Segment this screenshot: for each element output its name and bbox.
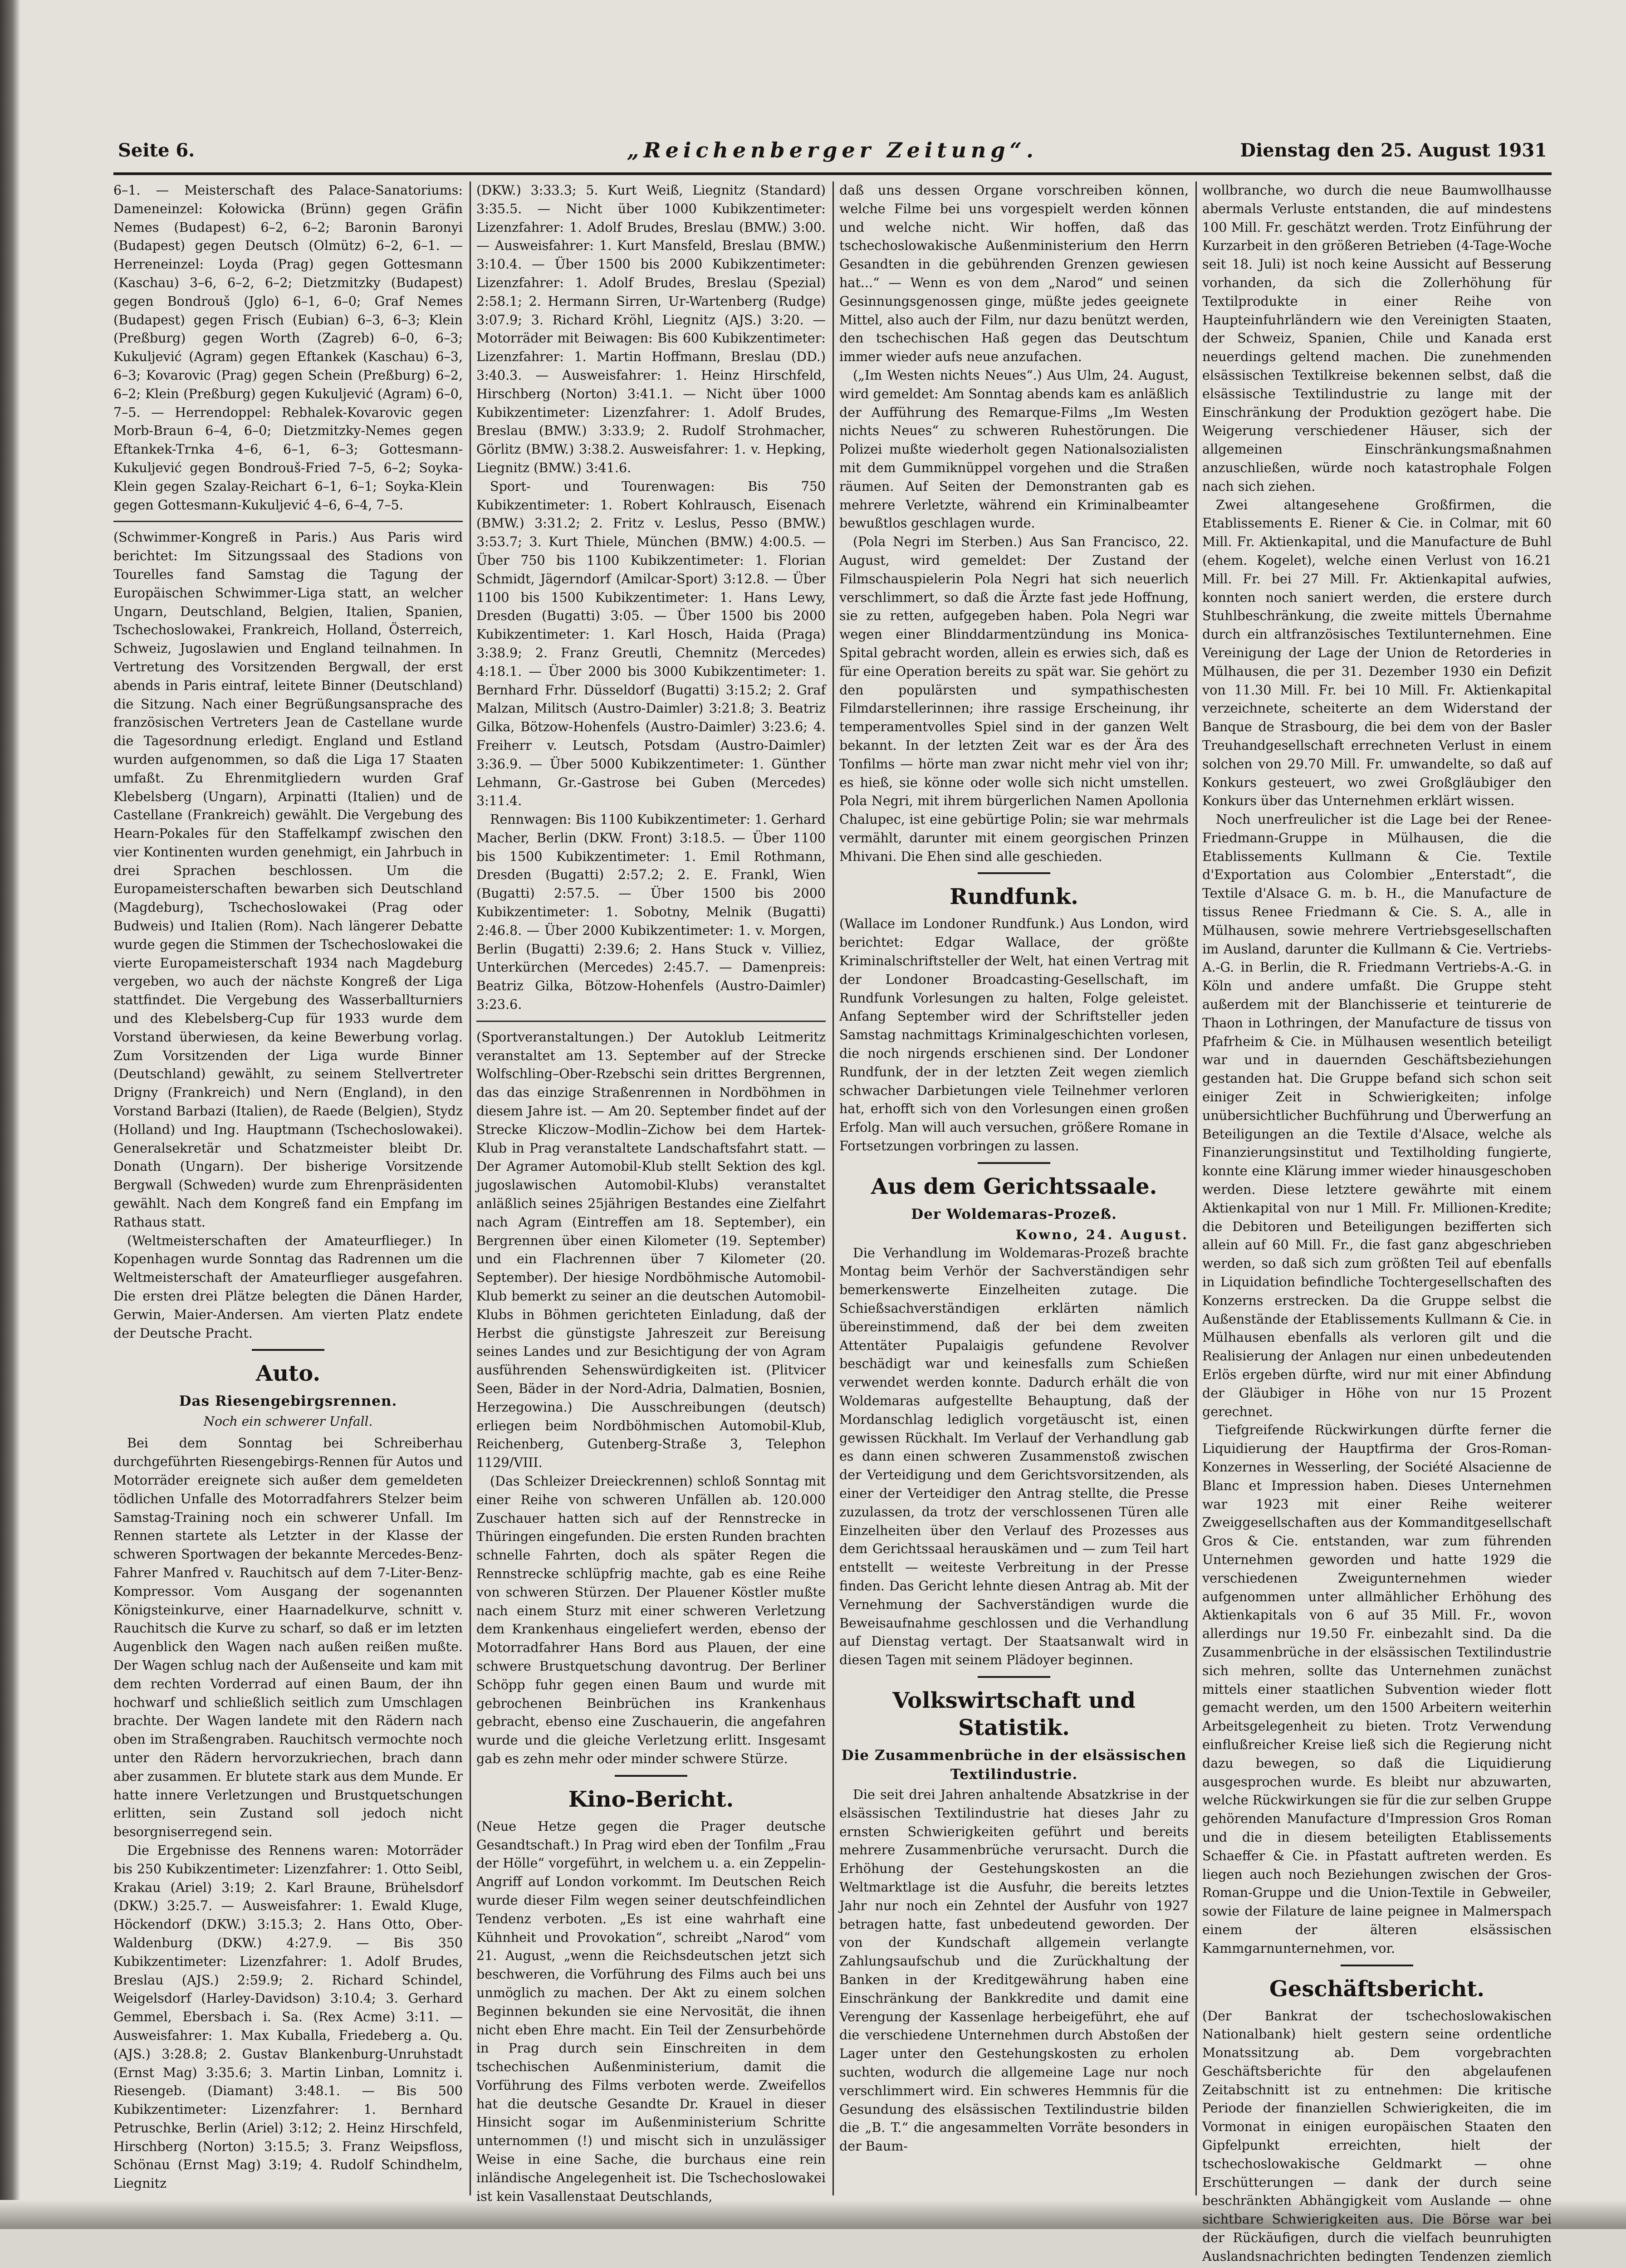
- section-heading-geschaeftsbericht: Geschäftsbericht.: [1202, 1975, 1552, 2003]
- article-wallace-radio: (Wallace im Londoner Rundfunk.) Aus London, wird berichtet: Edgar Wallace, der größte Kriminalschriftsteller der Welt, hat einen Vertrag mit der Londoner Broadcasting-Gesellschaft, im Rundfunk Vorlesungen zu halten, Folge geleistet. Anfang September wird der Schriftsteller jeden Samstag nachmittags Kriminalgeschichten vorlesen, die noch nirgends erschienen sind. Der Londoner Rundfunk, der in der letzten Zeit wegen ziemlich schwacher Darbietungen viele Teilnehmer verloren hat, erhofft sich von den Vorlesungen einen großen Erfolg. Man will auch versuchen, größere Romane in Fortsetzungen vorbringen zu lassen.: [839, 915, 1189, 1155]
- headline-woldemaras: Der Woldemaras-Prozeß.: [839, 1205, 1189, 1224]
- section-rule: [252, 1349, 324, 1351]
- article-separator: [476, 1021, 826, 1022]
- article-touring-cars: Sport- und Tourenwagen: Bis 750 Kubikzentimeter: 1. Robert Kohlrausch, Eisenach (BMW.) 3:31.2; 2. Fritz v. Leslus, Pesso (BMW.) 3:53.7; 3. Kurt Thiele, München (BMW.) 4:00.5. — Über 750 bis 1100 Kubikzentimeter: 1. Florian Schmidt, Jägerndorf (Amilcar-Sport) 3:12.8. — Über 1100 bis 1500 Kubikzentimeter: 1. Hans Lewy, Dresden (Bugatti) 3:05. — Über 1500 bis 2000 Kubikzentimeter: 1. Karl Hosch, Haida (Praga) 3:38.9; 2. Franz Greutli, Chemnitz (Mercedes) 4:18.1. — Über 2000 bis 3000 Kubikzentimeter: 1. Bernhard Frhr. Düsseldorf (Bugatti) 3:15.2; 2. Graf Malzan, Militsch (Austro-Daimler) 3:21.8; 3. Beatriz Gilka, Bötzow-Hohenfels (Austro-Daimler) 3:23.6; 4. Freiherr v. Leutsch, Potsdam (Austro-Daimler) 3:36.9. — Über 5000 Kubikzentimeter: 1. Günther Lehmann, Gr.-Gastrose bei Guben (Mercedes) 3:11.4.: [476, 478, 826, 811]
- article-textile-crisis: Die seit drei Jahren anhaltende Absatzkrise in der elsässischen Textilindustrie hat dieses Jahr zu ernsten Schwierigkeiten geführt und bereits mehrere Zusammenbrüche verursacht. Durch die Erhöhung der Gestehungskosten an die Weltmarktlage ist die Ausfuhr, die bereits letztes Jahr nur noch ein Zehntel der Ausfuhr von 1927 betragen hatte, fast unbedeutend geworden. Der von der Kundschaft allgemein verlangte Zahlungsaufschub und die Zurückhaltung der Banken in der Kreditgewährung haben eine Einschränkung der Bankkredite und damit eine Verengung der Kassenlage herbeigeführt, ehe auf die verschiedene Unternehmen durch Abstoßen der Lager unter den Gestehungskosten zu erholen suchten, wodurch die allgemeine Lage nur noch verschlimmert wird. Ein schweres Hemmnis für die Gesundung des elsässischen Textilindustrie bilden die „B. T.“ die angesammelten Vorräte besonders in der Baum-: [839, 1786, 1189, 2156]
- subheadline-unfall: Noch ein schwerer Unfall.: [113, 1413, 463, 1431]
- column-rule: [470, 181, 471, 2195]
- section-rule: [978, 1162, 1050, 1164]
- article-schleiz-race: (Das Schleizer Dreieckrennen) schloß Sonntag mit einer Reihe von schweren Unfällen ab. 120.000 Zuschauer hatten sich auf der Rennstrecke in Thüringen eingefunden. Die ersten Runden brachten schnelle Fahrten, doch als später Regen die Rennstrecke schlüpfrig machte, gab es eine Reihe von schweren Stürzen. Der Plauener Köstler mußte nach einem Sturz mit einer schweren Verletzung dem Krankenhaus eingeliefert werden, ebenso der Motorradfahrer Hans Bord aus Plauen, der eine schwere Brustquetschung davontrug. Der Berliner Schöpp fuhr gegen einen Baum und wurde mit gebrochenen Beinbrüchen ins Krankenhaus gebracht, ebenso eine Zuschauerin, die angefahren wurde und die gleiche Verletzung erlitt. Insgesamt gab es zehn mehr oder minder schwere Stürze.: [476, 1472, 826, 1769]
- section-heading-gericht: Aus dem Gerichtssaale.: [839, 1173, 1189, 1200]
- page-number: Seite 6.: [118, 140, 195, 161]
- column-2: [476, 181, 826, 2195]
- article-amateur-cyclists: (Weltmeisterschaften der Amateurflieger.) In Kopenhagen wurde Sonntag das Radrennen um die Weltmeisterschaft der Amateurflieger ausgefahren. Die ersten drei Plätze belegten die Dänen Harder, Gerwin, Maier-Andersen. Am vierten Platz endete der Deutsche Pracht.: [113, 1232, 463, 1343]
- column-rule: [1195, 181, 1197, 2195]
- dateline-kowno: Kowno, 24. August.: [839, 1226, 1189, 1244]
- section-heading-auto: Auto.: [113, 1360, 463, 1387]
- article-friedmann-group: Noch unerfreulicher ist die Lage bei der Renee-Friedmann-Gruppe in Mülhausen, die die Etablissements Kullmann & Cie. Textile d'Exportation aus Colombier „Enterstadt“, die Textile d'Alsace G. m. b. H., die Manufacture de tissus Renee Friedmann & Cie. S. A., alle in Mülhausen, sowie mehrere Vertriebsgesellschaften im Ausland, darunter die Kullmann & Cie. Vertriebs-A.-G. in Berlin, die R. Friedmann Vertriebs-A.-G. in Köln und andere umfaßt. Die Gruppe steht außerdem mit der Blanchisserie et teinturerie de Thaon in Lothringen, der Manufacture de tissus von Pfafrheim & Cie. in Mülhausen wesentlich beteiligt war und in dauernden Geschäftsbeziehungen gestanden hat. Die Gruppe befand sich schon seit einiger Zeit in Schwierigkeiten; infolge unübersichtlicher Buchführung und Überwerfung an Beteiligungen an die Textile d'Alsace, welche als Finanzierungsinstitut und Textilholding fungierte, konnte eine Klärung immer wieder hinausgeschoben werden. Diese letztere gewährte mit einem Aktienkapital von nur 1 Mill. Fr. Millionen-Kredite; die Debitoren und Beteiligungen bezifferten sich allein auf 60 Mill. Fr., die fast ganz abgeschrieben werden, so daß sich zum größten Teil auf ebenfalls in Liquidation befindliche Tochtergesellschaften des Konzerns erstrecken. Da die Gruppe selbst die Außenstände der Etablissements Kullmann & Cie. in Mülhausen ebenfalls als verloren gilt und die Realisierung der Anlagen nur einen unbedeutenden Erlös ergeben dürfte, wird nur mit einer Abfindung der Gläubiger in Höhe von nur 15 Prozent gerechnet.: [1202, 811, 1552, 1421]
- article-swimmer-congress: (Schwimmer-Kongreß in Paris.) Aus Paris wird berichtet: Im Sitzungssaal des Stadions von Tourelles fand Samstag die Tagung der Europäischen Schwimmer-Liga statt, an welcher Ungarn, Deutschland, Belgien, Italien, Spanien, Tschechoslowakei, Frankreich, Holland, Österreich, Schweiz, Jugoslawien und England teilnahmen. In Vertretung des Vorsitzenden Bergwall, der erst abends in Paris eintraf, leitete Binner (Deutschland) die Sitzung. Nach einer Begrüßungsansprache des französischen Vertreters Jean de Castellane wurde die Tagesordnung erledigt. England und Estland wurden aufgenommen, so daß die Liga 17 Staaten umfaßt. Zu Ehrenmitgliedern wurden Graf Klebelsberg (Ungarn), Arpinatti (Italien) und de Castellane (Frankreich) gewählt. Die Vergebung des Hearn-Pokales für den Staffelkampf zwischen den vier Kontinenten wurden genehmigt, ein Jahrbuch in drei Sprachen beschlossen. Um die Europameisterschaften bewarben sich Deutschland (Magdeburg), Tschechoslowakei (Prag oder Budweis) und Italien (Rom). Nach längerer Debatte wurde gegen die Stimmen der Tschechoslowakei die vierte Europameisterschaft 1934 nach Magdeburg vergeben, wo auch der nächste Kongreß der Liga stattfindet. Die Vergebung des Wasserballturniers und des Klebelsberg-Cup für 1933 wurde dem Vorstand überwiesen, da keine Bewerbung vorlag. Zum Vorsitzenden der Liga wurde Binner (Deutschland) gewählt, zu seinem Stellvertreter Drigny (Frankreich) und Nern (England), in den Vorstand Barbazi (Italien), de Raede (Belgien), Stydz (Holland) und Ing. Hauptmann (Tschechoslowakei). Generalsekretär und Schatzmeister bleibt Dr. Donath (Ungarn). Der bisherige Vorsitzende Bergwall (Schweden) wurde zum Ehrenpräsidenten gewählt. Nach dem Kongreß fand ein Empfang im Rathaus statt.: [113, 528, 463, 1232]
- section-heading-rundfunk: Rundfunk.: [839, 883, 1189, 910]
- section-heading-kino: Kino-Bericht.: [476, 1786, 826, 1813]
- section-rule: [615, 1775, 687, 1777]
- column-1: [113, 181, 463, 2195]
- article-national-bank: (Der Bankrat der tschechoslowakischen Nationalbank) hielt gestern seine ordentliche Monatssitzung ab. Dem vorgebrachten Geschäftsberichte für den abgelaufenen Zeitabschnitt ist zu entnehmen: Die kritische Periode der finanziellen Schwierigkeiten, die im Vormonat in einigen europäischen Staaten den Gipfelpunkt erreichten, hielt der tschechoslowakische Geldmarkt — ohne Erschütterungen — dank der durch seine beschränkten Abhängigkeit vom Auslande — ohne sichtbare Schwierigkeiten aus. Die Börse war bei der Rückäufigen, durch die vielfach beunruhigten Auslandsnachrichten bedingten Tendenzen ziemlich: [1202, 2007, 1552, 2268]
- article-pola-negri: (Pola Negri im Sterben.) Aus San Francisco, 22. August, wird gemeldet: Der Zustand der Filmschauspielerin Pola Negri hat sich neuerlich verschlimmert, so daß die Ärzte fast jede Hoffnung, sie zu retten, aufgegeben haben. Pola Negri war wegen einer Blinddarmentzündung ins Monica-Spital gebracht worden, allein es erwies sich, daß es für eine Operation bereits zu spät war. Sie gehört zu den populärsten und sympathischesten Filmdarstellerinnen; ihre rassige Erscheinung, ihr temperamentvolles Spiel sind in der ganzen Welt bekannt. In der letzten Zeit war es der Ära des Tonfilms — hörte man zwar nicht mehr viel von ihr; es hieß, sie könne oder wolle sich nicht umstellen. Pola Negri, mit ihrem bürgerlichen Namen Apollonia Chalupec, ist eine gebürtige Polin; sie war mehrmals vermählt, darunter mit einem georgischen Prinzen Mhivani. Die Ehen sind alle geschieden.: [839, 533, 1189, 866]
- article-sport-events: (Sportveranstaltungen.) Der Autoklub Leitmeritz veranstaltet am 13. September auf der Strecke Wolfschling–Ober-Rzebschi sein drittes Bergrennen, das das einzige Straßenrennen in Nordböhmen in diesem Jahre ist. — Am 20. September findet auf der Strecke Kliczow–Modlin–Zichow bei dem Hartek-Klub in Prag veranstaltete Landschaftsfahrt statt. — Der Agramer Automobil-Klub stellt Sektion des kgl. jugoslawischen Automobil-Klubs) veranstaltet anläßlich seines 25jährigen Bestandes eine Zielfahrt nach Agram (Eintreffen am 18. September), ein Bergrennen über einen Kilometer (19. September) und ein Flachrennen über 7 Kilometer (20. September). Der hiesige Nordböhmische Automobil-Klub bemerkt zu seiner an die deutschen Automobil-Klubs in Böhmen gerichteten Einladung, daß der Herbst die günstigste Jahreszeit zur Bereisung seines Landes und zur Besichtigung der von Agram ausführenden Sehenswürdigkeiten ist. (Plitvicer Seen, Bäder in der Nord-Adria, Dalmatien, Bosnien, Herzegowina.) Die Ausschreibungen (deutsch) erliegen beim Nordböhmischen Automobil-Klub, Reichenberg, Gutenberg-Straße 3, Telephon 1129/VIII.: [476, 1028, 826, 1472]
- section-rule: [978, 872, 1050, 874]
- article-race-accident: Bei dem Sonntag bei Schreiberhau durchgeführten Riesengebirgs-Rennen für Autos und Motorräder ereignete sich außer dem gemeldeten tödlichen Unfalle des Motorradfahrers Stelzer beim Samstag-Training noch ein schwerer Unfall. Im Rennen startete als Letzter in der Klasse der schweren Sportwagen der bekannte Mercedes-Benz-Fahrer Manfred v. Rauchitsch auf dem 7-Liter-Benz-Kompressor. Vom Ausgang der sogenannten Königsteinkurve, einer Haarnadelkurve, schnitt v. Rauchitsch die Kurve zu scharf, so daß er im letzten Augenblick den Wagen nach außen reißen mußte. Der Wagen schlug nach der Außenseite und kam mit dem rechten Vorderrad auf einen Baum, der ihn hochwarf und schließlich seitlich zum Umschlagen brachte. Der Wagen landete mit den Rädern nach oben im Straßengraben. Rauchitsch vermochte noch unter den Rädern hervorzukriechen, brach dann aber zusammen. Er blutete stark aus dem Munde. Er hatte innere Verletzungen und Brustquetschungen erlitten, sein Zustand soll jedoch nicht besorgniserregend sein.: [113, 1434, 463, 1842]
- article-textile-crisis-cont: wollbranche, wo durch die neue Baumwollhausse abermals Verluste entstanden, die auf mindestens 100 Mill. Fr. geschätzt werden. Trotz Einführung der Kurzarbeit in den größeren Betrieben (4-Tage-Woche seit 18. Juli) ist noch keine Aussicht auf Besserung vorhanden, da sich die Zollerhöhung für Textilprodukte in einer Reihe von Haupteinfuhrländern wie den Vereinigten Staaten, der Schweiz, Spanien, Chile und Kanada erst neuerdings geltend machen. Die zunehmenden elsässischen Textilkreise bekennen selbst, daß die elsässische Textilindustrie zu lange mit der Einschränkung der Produktion gezögert habe. Die Weigerung verschiedener Häuser, sich der allgemeinen Einschränkungsmaßnahmen anzuschließen, würde noch katastrophale Folgen nach sich ziehen.: [1202, 181, 1552, 496]
- article-im-westen: („Im Westen nichts Neues“.) Aus Ulm, 24. August, wird gemeldet: Am Sonntag abends kam es anläßlich der Aufführung des Remarque-Films „Im Westen nichts Neues“ zu schweren Ruhestörungen. Die Polizei mußte wiederholt gegen Nationalsozialisten mit dem Gummiknüppel vorgehen und die Straßen räumen. Auf Seiten der Demonstranten gab es mehrere Verletzte, während ein Kriminalbeamter bewußtlos geschlagen wurde.: [839, 367, 1189, 533]
- newspaper-title: „Reichenberger Zeitung“.: [113, 138, 1552, 162]
- issue-date: Dienstag den 25. August 1931: [1240, 140, 1547, 161]
- article-textile-firms: Zwei altangesehene Großfirmen, die Etablissements E. Riener & Cie. in Colmar, mit 60 Mill. Fr. Aktienkapital, und die Manufacture de Buhl (ehem. Kogelet), welche einen Verlust von 16.21 Mill. Fr. bei 27 Mill. Fr. Aktienkapital aufwies, konnten noch saniert werden, die erstere durch Stuhlbeschränkung, die zweite mittels Übernahme durch ein altfranzösisches Textilunternehmen. Eine Vereinigung der Lage der Union de Retorderies in Mülhausen, die per 31. Dezember 1930 ein Defizit von 11.30 Mill. Fr. bei 10 Mill. Fr. Aktienkapital verzeichnete, scheiterte an dem Widerstand der Banque de Strasbourg, die bei dem von der Basler Treuhandgesellschaft errechneten Verlust in einem solchen von 29.70 Mill. Fr. umwandelte, so daß auf Konkurs gesteuert, wo zwei Großgläubiger den Konkurs über das Unternehmen erklärt wissen.: [1202, 496, 1552, 811]
- scan-edge-left: [0, 0, 20, 2229]
- article-prague-film: (Neue Hetze gegen die Prager deutsche Gesandtschaft.) In Prag wird eben der Tonfilm „Frau der Hölle“ vorgeführt, in welchem u. a. ein Zeppelin-Angriff auf London vorkommt. Im Deutschen Reich wurde dieser Film wegen seiner deutschfeindlichen Tendenz verboten. „Es ist eine wahrhaft eine Kühnheit und Provokation“, schreibt „Narod“ vom 21. August, „wenn die Reichsdeutschen jetzt sich beschweren, die Vorführung des Films auch bei uns unmöglich zu machen. Der Akt zu einem solchen Beginnen bekunden sie eine Nervosität, die ihnen nicht eben Ehre macht. Ein Teil der Zensurbehörde in Prag durch sein Einschreiten in dem tschechischen Außenministerium, damit die Vorführung des Films verboten werde. Zweifellos hat die deutsche Gesandte Dr. Krauel in dieser Hinsicht sogar im Außenministerium Schritte unternommen (!) und mischt sich in unzulässiger Weise in eine Sache, die burchaus eine rein inländische Angelegenheit ist. Die Tschechoslowakei ist kein Vasallenstaat Deutschlands,: [476, 1818, 826, 2206]
- headline-riesengebirgsrennen: Das Riesengebirgsrennen.: [113, 1392, 463, 1411]
- article-tennis-results: 6–1. — Meisterschaft des Palace-Sanatoriums: Dameneinzel: Kołowicka (Brünn) gegen Gräfin Nemes (Budapest) 6–2, 6–2; Baronin Baronyi (Budapest) gegen Deutsch (Olmütz) 6–2, 6–1. — Herreneinzel: Loyda (Prag) gegen Gottesmann (Kaschau) 3–6, 6–2, 6–2; Dietzmitzky (Budapest) gegen Bondrouš (Jglo) 6–1, 6–0; Graf Nemes (Budapest) gegen Frisch (Eubian) 6–3, 6–3; Klein (Preßburg) gegen Worth (Zagreb) 6–0, 6–3; Kukuljević (Agram) gegen Eftankek (Kaschau) 6–3, 6–3; Kovarovic (Prag) gegen Schein (Preßburg) 6–2, 6–2; Klein (Preßburg) gegen Kukuljević (Agram) 6–0, 7–5. — Herrendoppel: Rebhalek-Kovarovic gegen Morb-Braun 6–4, 6–0; Dietzmitzky-Nemes gegen Eftankek-Trnka 4–6, 6–1, 6–3; Gottesmann-Kukuljević gegen Bondrouš-Fried 7–5, 6–2; Soyka-Klein gegen Szalay-Reichart 6–1, 6–1; Soyka-Klein gegen Gottesmann-Kukuljević 4–6, 6–4, 7–5.: [113, 181, 463, 514]
- article-prague-film-cont: daß uns dessen Organe vorschreiben können, welche Filme bei uns vorgespielt werden können und welche nicht. Wir hoffen, daß das tschechoslowakische Außenministerium den Herrn Gesandten in die gebührenden Grenzen gewiesen hat...“ — Wenn es von dem „Narod“ und seinen Gesinnungsgenossen ginge, müßte jedes geeignete Mittel, also auch der Film, nur dazu benützt werden, den tschechischen Haß gegen das Deutschtum immer wieder aufs neue anzufachen.: [839, 181, 1189, 367]
- headline-textile-collapse: Die Zusammenbrüche in der elsässischen Textilindustrie.: [839, 1746, 1189, 1784]
- section-heading-volkswirtschaft: Volkswirtschaft und Statistik.: [839, 1687, 1189, 1741]
- article-race-results: Die Ergebnisse des Rennens waren: Motorräder bis 250 Kubikzentimeter: Lizenzfahrer: 1. Otto Seibl, Krakau (Ariel) 3:19; 2. Karl Braune, Brühelsdorf (DKW.) 3:25.7. — Ausweisfahrer: 1. Ewald Kluge, Höckendorf (DKW.) 3:15.3; 2. Hans Otto, Ober-Waldenburg (DKW.) 4:27.9. — Bis 350 Kubikzentimeter: Lizenzfahrer: 1. Adolf Brudes, Breslau (AJS.) 2:59.9; 2. Richard Schindel, Weigelsdorf (Harley-Davidson) 3:10.4; 3. Gerhard Gemmel, Ebersbach i. Sa. (Rex Acme) 3:11. — Ausweisfahrer: 1. Max Kuballa, Friedeberg a. Qu. (AJS.) 3:28.8; 2. Gustav Blankenburg-Unruhstadt (Ernst Mag) 3:35.6; 3. Martin Linban, Lomnitz i. Riesengeb. (Diamant) 3:48.1. — Bis 500 Kubikzentimeter: Lizenzfahrer: 1. Bernhard Petruschke, Berlin (Ariel) 3:12; 2. Heinz Hirschfeld, Hirschberg (Norton) 3:15.5; 3. Franz Weipsfloss, Schönau (Ernst Mag) 3:19; 4. Rudolf Schindhelm, Liegnitz: [113, 1842, 463, 2193]
- article-race-results-cont: (DKW.) 3:33.3; 5. Kurt Weiß, Liegnitz (Standard) 3:35.5. — Nicht über 1000 Kubikzentimeter: Lizenzfahrer: 1. Adolf Brudes, Breslau (BMW.) 3:00. — Ausweisfahrer: 1. Kurt Mansfeld, Breslau (BMW.) 3:10.4. — Über 1500 bis 2000 Kubikzentimeter: Lizenzfahrer: 1. Adolf Brudes, Breslau (Spezial) 2:58.1; 2. Hermann Sirren, Ur-Wartenberg (Rudge) 3:07.9; 3. Richard Kröhl, Liegnitz (AJS.) 3:20. — Motorräder mit Beiwagen: Bis 600 Kubikzentimeter: Lizenzfahrer: 1. Martin Hoffmann, Breslau (DD.) 3:40.3. — Ausweisfahrer: 1. Heinz Hirschfeld, Hirschberg (Norton) 3:41.1. — Nicht über 1000 Kubikzentimeter: Lizenzfahrer: 1. Adolf Brudes, Breslau (BMW.) 3:33.9; 2. Rudolf Strohmacher, Görlitz (BMW.) 3:38.2. Ausweisfahrer: 1. v. Hepking, Liegnitz (BMW.) 3:41.6.: [476, 181, 826, 478]
- article-separator: [113, 521, 463, 522]
- article-gros-roman: Tiefgreifende Rückwirkungen dürfte ferner die Liquidierung der Hauptfirma der Gros-Roman-Konzernes in Wesserling, der Société Alsacienne de Blanc et Impression haben. Dieses Unternehmen war 1923 mit einer Reihe weiterer Zweiggesellschaften aus der Kommanditgesellschaft Gros & Cie. entstanden, war zum führenden Unternehmen geworden und hatte 1929 die verschiedenen Zweigunternehmen wieder aufgenommen unter allmählicher Erhöhung des Aktienkapitals von 6 auf 35 Mill. Fr., wovon allerdings nur 19.50 Fr. einbezahlt sind. Da die Zusammenbrüche in der elsässischen Textilindustrie sich mehren, sollte das Unternehmen zunächst mittels einer staatlichen Subvention wieder flott gemacht werden, um den 1500 Arbeitern weiterhin Arbeitsgelegenheit zu bieten. Trotz Verwendung einflußreicher Kreise ließ sich die Regierung nicht dazu bewegen, so daß die Liquidierung ausgesprochen wurde. Es bleibt nur abzuwarten, welche Rückwirkungen sie für die zur selben Gruppe gehörenden Manufacture d'Impression Gros Roman und die in diesem beteiligten Etablissements Schaeffer & Cie. in Pfastatt auftreten werden. Es liegen auch noch Beziehungen zwischen der Gros-Roman-Gruppe und die Union-Textile in Gebweiler, sowie der Filature de laine peignee in Malmerspach einem der älteren elsässischen Kammgarnunternehmen, vor.: [1202, 1421, 1552, 1958]
- column-rule: [833, 181, 834, 2195]
- article-woldemaras-trial: Die Verhandlung im Woldemaras-Prozeß brachte Montag beim Verhör der Sachverständigen sehr bemerkenswerte Einzelheiten zutage. Die Schießsachverständigen erklärten nämlich übereinstimmend, daß der bei dem zweiten Attentäter Pupalaigis gefundene Revolver beschädigt war und keinesfalls zum Schießen verwendet werden konnte. Dadurch erhält die von Woldemaras aufgestellte Behauptung, daß der Mordanschlag lediglich vorgetäuscht ist, einen gewissen Rückhalt. Im Verlauf der Verhandlung gab es dann einen schweren Zusammenstoß zwischen der Verteidigung und dem Gerichtsvorsitzenden, als einer der Verteidiger den Antrag stellte, die Presse zuzulassen, da trotz der verschlossenen Türen alle Einzelheiten über den Verlauf des Prozesses aus dem Gerichtssaal herauskämen und — zum Teil hart entstellt — weiteste Verbreitung in der Presse finden. Das Gericht lehnte diesen Antrag ab. Mit der Vernehmung der Sachverständigen wurde die Beweisaufnahme geschlossen und die Verhandlung auf Dienstag vertagt. Der Staatsanwalt wird in diesen Tagen mit seinem Plädoyer beginnen.: [839, 1244, 1189, 1670]
- newspaper-page: [113, 136, 1552, 2195]
- masthead: [113, 136, 1552, 175]
- section-rule: [1341, 1965, 1413, 1966]
- column-4: [1202, 181, 1552, 2195]
- article-racing-cars: Rennwagen: Bis 1100 Kubikzentimeter: 1. Gerhard Macher, Berlin (DKW. Front) 3:18.5. — Über 1100 bis 1500 Kubikzentimeter: 1. Emil Rothmann, Dresden (Bugatti) 2:57.2; 2. E. Frankl, Wien (Bugatti) 2:57.5. — Über 1500 bis 2000 Kubikzentimeter: 1. Sobotny, Melnik (Bugatti) 2:46.8. — Über 2000 Kubikzentimeter: 1. v. Morgen, Berlin (Bugatti) 2:39.6; 2. Hans Stuck v. Villiez, Unterkürchen (Mercedes) 2:45.7. — Damenpreis: Beatriz Gilka, Bötzow-Hohenfels (Austro-Daimler) 3:23.6.: [476, 811, 826, 1014]
- column-3: [839, 181, 1189, 2195]
- section-rule: [978, 1676, 1050, 1678]
